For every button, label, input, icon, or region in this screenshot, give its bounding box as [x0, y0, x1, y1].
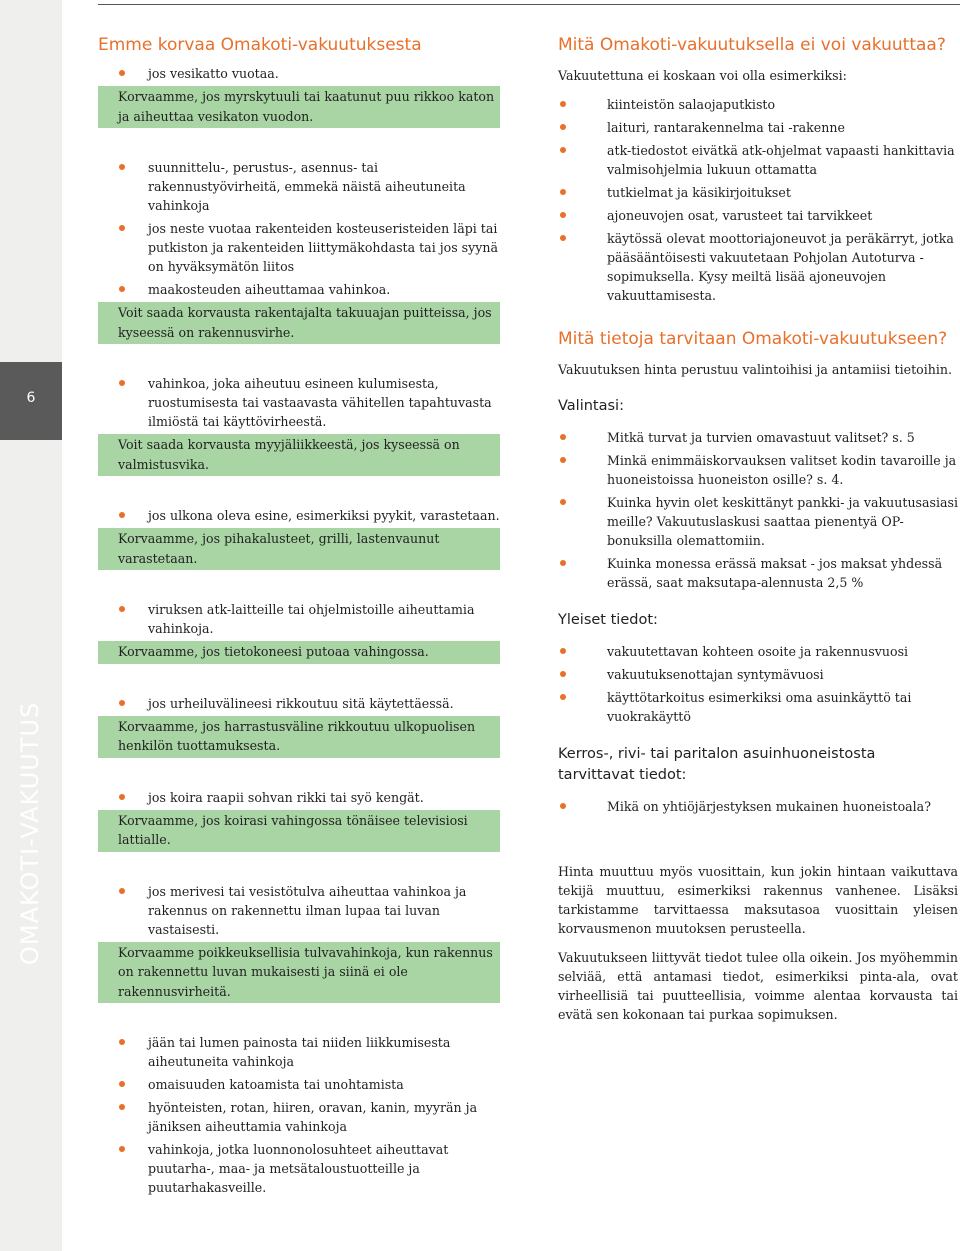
compensation-note: Korvaamme poikkeuksellisia tulvavahinkoja, kun rakennus on rakennettu luvan mukaisesti ja siinä ei ole rakennusvirheitä.	[98, 942, 500, 1004]
exclusion-group	[98, 506, 500, 570]
list-item: Mikä on yhtiöjärjestyksen mukainen huoneistoala?	[558, 797, 958, 816]
compensation-note: Korvaamme, jos pihakalusteet, grilli, lastenvaunut varastetaan.	[98, 528, 500, 570]
exclusion-group	[98, 158, 500, 344]
list-item: käyttötarkoitus esimerkiksi oma asuinkäyttö tai vuokrakäyttö	[558, 688, 958, 726]
uninsurable-intro: Vakuutettuna ei koskaan voi olla esimerkiksi:	[558, 68, 847, 83]
required-info-heading: Mitä tietoja tarvitaan Omakoti-vakuutukseen?	[558, 329, 948, 349]
vertical-section-title: OMAKOTI-VAKUUTUS	[16, 701, 44, 965]
apartment-info-subheading: Kerros-, rivi- tai paritalon asuinhuoneistosta tarvittavat tiedot:	[558, 746, 876, 783]
list-item: jos merivesi tai vesistötulva aiheuttaa vahinkoa ja rakennus on rakennettu ilman lupaa tai luvan vastaisesti.	[118, 882, 500, 939]
list-item: jos neste vuotaa rakenteiden kosteuseristeiden läpi tai putkiston ja rakenteiden liittymäkohdasta tai jos syynä on hyväksymätön liitos	[118, 219, 500, 276]
price-change-paragraph: Hinta muuttuu myös vuosittain, kun jokin hintaan vaikuttava tekijä muuttuu, esimerkiksi rakennus vanhenee. Lisäksi tarkistamme tarvittaessa maksutasoa vuosittain yleisen korvausmenon muutoksen perusteella.	[558, 864, 958, 936]
list-item: jos koira raapii sohvan rikki tai syö kengät.	[118, 788, 500, 807]
list-item: hyönteisten, rotan, hiiren, oravan, kanin, myyrän ja jäniksen aiheuttamia vahinkoja	[118, 1098, 500, 1136]
general-info-list	[558, 642, 958, 726]
list-item: Minkä enimmäiskorvauksen valitset kodin tavaroille ja huoneistoissa huoneiston osille? s. 4.	[558, 451, 958, 489]
list-item: jos ulkona oleva esine, esimerkiksi pyykit, varastetaan.	[118, 506, 500, 525]
list-item: viruksen atk-laitteille tai ohjelmistoille aiheuttamia vahinkoja.	[118, 600, 500, 638]
uninsurable-list	[558, 95, 958, 305]
exclusion-group	[98, 694, 500, 758]
final-exclusions-list	[98, 1033, 500, 1197]
list-item: tutkielmat ja käsikirjoitukset	[558, 183, 958, 202]
list-item: Kuinka monessa erässä maksat - jos maksat yhdessä erässä, saat maksutapa-alennusta 2,5 %	[558, 554, 958, 592]
list-item: vahinkoa, joka aiheutuu esineen kulumisesta, ruostumisesta tai vastaavasta vähitellen tapahtuvasta ilmiöstä tai käyttövirheestä.	[118, 374, 500, 431]
list-item: käytössä olevat moottoriajoneuvot ja peräkärryt, jotka pääsääntöisesti vakuutetaan Pohjolan Autoturva -sopimuksella. Kysy meiltä lisää ajoneuvojen vakuuttamisesta.	[558, 229, 958, 305]
right-column	[558, 34, 958, 1024]
compensation-note: Korvaamme, jos tietokoneesi putoaa vahingossa.	[98, 641, 500, 664]
list-item: kiinteistön salaojaputkisto	[558, 95, 958, 114]
list-item: omaisuuden katoamista tai unohtamista	[118, 1075, 500, 1094]
list-item: vahinkoja, jotka luonnonolosuhteet aiheuttavat puutarha-, maa- ja metsätaloustuotteille ja puutarhakasveille.	[118, 1140, 500, 1197]
list-item: jään tai lumen painosta tai niiden liikkumisesta aiheutuneita vahinkoja	[118, 1033, 500, 1071]
exclusion-group	[98, 788, 500, 852]
left-column	[98, 34, 500, 1197]
list-item: vakuutuksenottajan syntymävuosi	[558, 665, 958, 684]
list-item: vakuutettavan kohteen osoite ja rakennusvuosi	[558, 642, 958, 661]
choices-list	[558, 428, 958, 592]
compensation-note: Voit saada korvausta myyjäliikkeestä, jos kyseessä on valmistusvika.	[98, 434, 500, 476]
left-heading: Emme korvaa Omakoti-vakuutuksesta	[98, 35, 422, 55]
list-item: Kuinka hyvin olet keskittänyt pankki- ja vakuutusasiasi meille? Vakuutuslaskusi saattaa pienentyä OP-bonuksilla olemattomiin.	[558, 493, 958, 550]
general-info-subheading: Yleiset tiedot:	[558, 612, 658, 628]
list-item: Mitkä turvat ja turvien omavastuut valitset? s. 5	[558, 428, 958, 447]
page-number: 6	[26, 390, 36, 406]
sidebar	[0, 0, 62, 1251]
compensation-note: Korvaamme, jos koirasi vahingossa tönäisee televisiosi lattialle.	[98, 810, 500, 852]
compensation-note: Voit saada korvausta rakentajalta takuuajan puitteissa, jos kyseessä on rakennusvirhe.	[98, 302, 500, 344]
list-item: ajoneuvojen osat, varusteet tai tarvikkeet	[558, 206, 958, 225]
list-item: jos vesikatto vuotaa.	[118, 64, 500, 83]
exclusion-group	[98, 600, 500, 664]
correct-info-paragraph: Vakuutukseen liittyvät tiedot tulee olla oikein. Jos myöhemmin selviää, että antamasi tiedot, esimerkiksi pinta-ala, ovat virheellisiä tai puutteellisia, voimme alentaa korvausta tai evätä sen kokonaan tai purkaa sopimuksen.	[558, 950, 958, 1022]
exclusion-group	[98, 882, 500, 1004]
exclusion-group	[98, 64, 500, 128]
list-item: suunnittelu-, perustus-, asennus- tai rakennustyövirheitä, emmekä näistä aiheutuneita vahinkoja	[118, 158, 500, 215]
compensation-note: Korvaamme, jos harrastusväline rikkoutuu ulkopuolisen henkilön tuottamuksesta.	[98, 716, 500, 758]
uninsurable-heading: Mitä Omakoti-vakuutuksella ei voi vakuuttaa?	[558, 35, 946, 55]
choices-subheading: Valintasi:	[558, 398, 624, 414]
list-item: jos urheiluvälineesi rikkoutuu sitä käytettäessä.	[118, 694, 500, 713]
list-item: atk-tiedostot eivätkä atk-ohjelmat vapaasti hankittavia valmisohjelmia lukuun ottamatta	[558, 141, 958, 179]
list-item: maakosteuden aiheuttamaa vahinkoa.	[118, 280, 500, 299]
top-divider	[98, 4, 960, 5]
required-info-intro: Vakuutuksen hinta perustuu valintoihisi ja antamiisi tietoihin.	[558, 362, 953, 377]
compensation-note: Korvaamme, jos myrskytuuli tai kaatunut puu rikkoo katon ja aiheuttaa vesikaton vuodon.	[98, 86, 500, 128]
exclusion-group	[98, 374, 500, 476]
apartment-info-list	[558, 797, 958, 816]
list-item: laituri, rantarakennelma tai -rakenne	[558, 118, 958, 137]
